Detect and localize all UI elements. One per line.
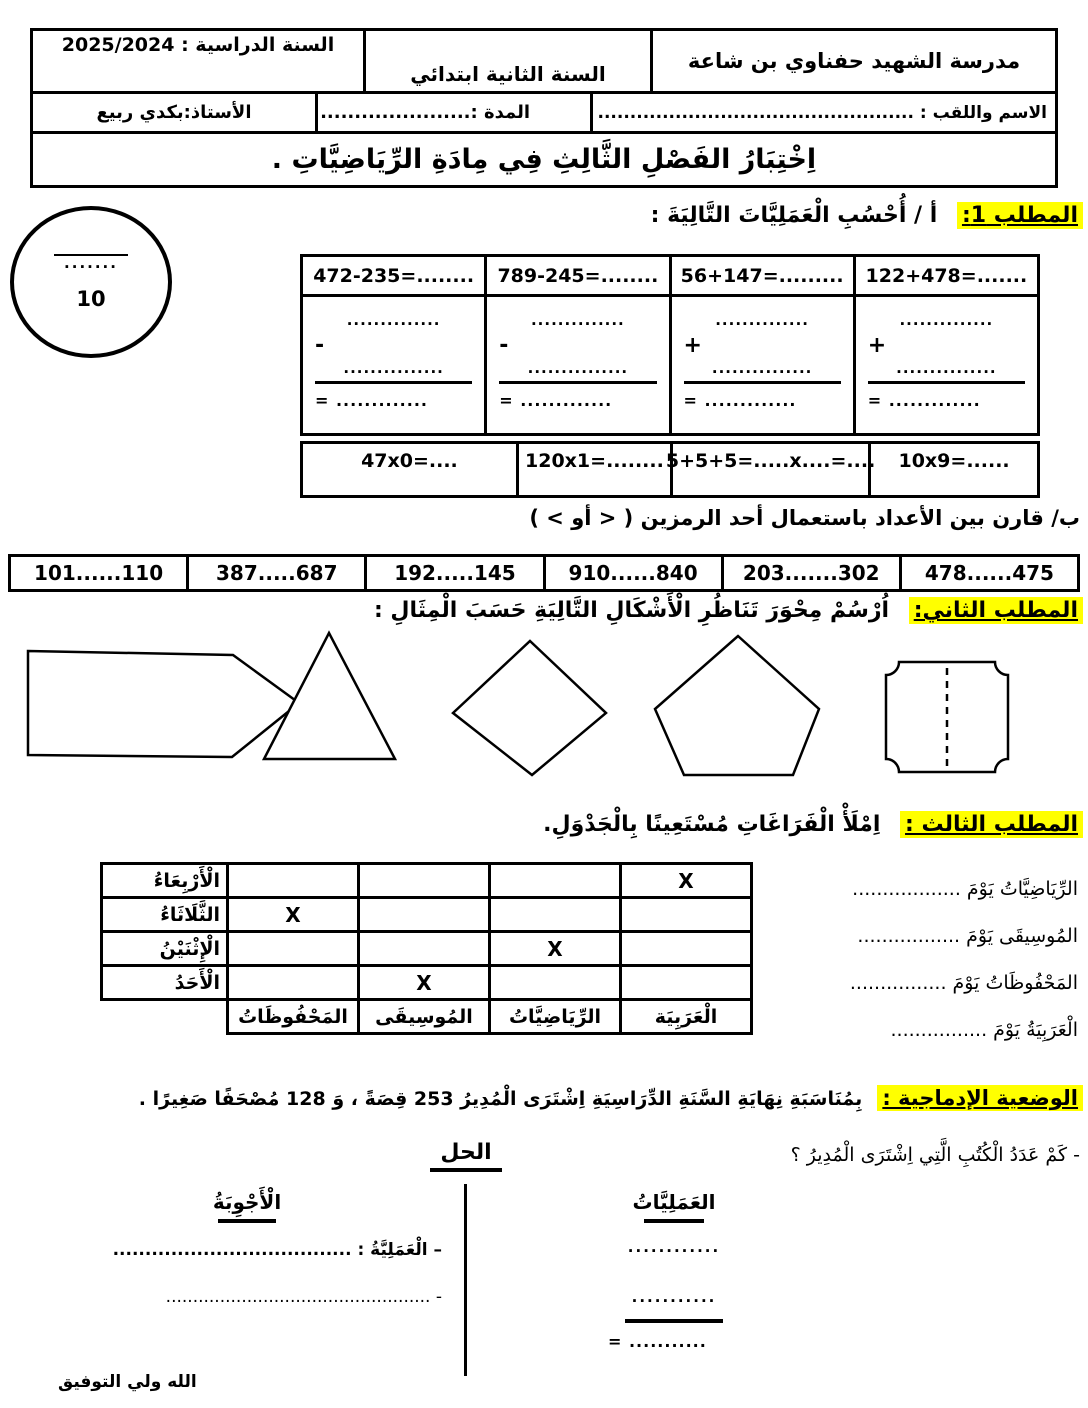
operand-blank: ............... <box>711 359 813 377</box>
day-label: الْأَحَدُ <box>102 966 228 1000</box>
duration-field: المدة :...................... <box>315 94 593 131</box>
day-label: الْإِثْنَيْنُ <box>102 932 228 966</box>
operation-work-cell <box>303 297 484 433</box>
exercise1-instruction: أ / أُحْسُبِ الْعَمَلِيَّاتَ التَّالِيَةَ : <box>650 203 938 228</box>
operand-blank: .............. <box>899 311 994 329</box>
empty-corner-cell <box>102 1000 228 1034</box>
multiplication-cell: 5+5+5=.....x....=.... <box>670 444 868 495</box>
multiplication-cell: 10x9=...... <box>868 444 1037 495</box>
multiplication-cell: 47x0=.... <box>361 450 458 472</box>
score-total: 10 <box>76 286 106 311</box>
operation-equation: 789-245=........ <box>484 257 668 294</box>
answer-line: - ................................................. <box>165 1287 442 1307</box>
result-blank: = ............. <box>867 391 981 410</box>
result-blank: = ............. <box>683 391 797 410</box>
schedule-cell <box>490 966 621 1000</box>
operator-sign: - <box>315 333 325 358</box>
fill-line: الْعَرَبِيَةُ يَوْمَ ................ <box>890 1019 1078 1041</box>
fill-line: المُوسِيقَى يَوْمَ ................. <box>857 925 1078 947</box>
exercise3-badge: المطلب الثالث : <box>900 811 1083 838</box>
answer-line: – الْعَمَلِيَّةُ : ..................................... <box>112 1240 442 1260</box>
solution-divider-line <box>464 1184 467 1376</box>
day-label: الثَّلَاثَاءُ <box>102 898 228 932</box>
operations-column-label: العَمَلِيَّاتُ <box>632 1190 716 1214</box>
fill-line: المَحْفُوظَاتُ يَوْمَ ................ <box>849 972 1078 994</box>
compare-cell: 101......110 <box>34 561 164 585</box>
score-blank-dots: ....... <box>64 253 118 272</box>
compare-table <box>8 554 1080 592</box>
multiplication-cell: 120x1=........ <box>516 444 670 495</box>
solution-title: الحل <box>430 1140 502 1172</box>
teacher-name: الأستاذ:بكدي ربيع <box>96 102 252 123</box>
schedule-cell-x-mark: X <box>621 864 752 898</box>
schedule-table <box>100 862 753 1035</box>
operand-blank: .............. <box>530 311 625 329</box>
schedule-cell <box>228 932 359 966</box>
school-name: مدرسة الشهيد حفناوي بن شاعة <box>687 49 1021 73</box>
word-problem-heading <box>139 1086 1083 1110</box>
operations-column <box>596 1190 752 1351</box>
operand-blank: ............... <box>896 359 997 377</box>
exercise3-heading <box>543 812 1083 837</box>
school-year-label: السنة الدراسية : 2025/2024 <box>61 34 335 56</box>
fill-line: الرِّيَاضِيَّاتُ يَوْمَ .................. <box>852 878 1078 900</box>
word-problem-statement: بِمُنَاسَبَةِ نِهَايَةِ السَّنَةِ الدِّرَاسِيَةِ اِشْتَرَى الْمُدِيرُ 253 قِصَةً ، وَ 128 مُصْحَفًا صَغِيرًا . <box>138 1088 863 1110</box>
subject-label: الرِّيَاضِيَّاتُ <box>490 1000 621 1034</box>
day-label: الْأَرْبِعَاءُ <box>102 864 228 898</box>
operator-sign: + <box>683 333 702 358</box>
operand-blank: ............... <box>527 359 629 377</box>
student-name-field: الاسم واللقب : ................................................. <box>597 102 1047 123</box>
table-row <box>102 966 752 1000</box>
table-row <box>102 932 752 966</box>
operation-work-cell <box>484 297 668 433</box>
exercise2-badge: المطلب الثاني: <box>909 597 1083 624</box>
compare-cell: 192.....145 <box>364 557 542 589</box>
compare-cell: 203.......302 <box>721 557 899 589</box>
schedule-cell-x-mark: X <box>228 898 359 932</box>
table-row <box>102 864 752 898</box>
answers-column-label: الْأَجْوِبَةُ <box>212 1190 282 1214</box>
compare-cell: 387.....687 <box>186 557 364 589</box>
shape-kite <box>450 638 610 778</box>
table-row <box>102 898 752 932</box>
score-circle <box>10 206 172 358</box>
shape-notched-rectangle-example <box>884 660 1010 774</box>
footer-blessing: الله ولي التوفيق <box>58 1372 197 1392</box>
operation-work-cell <box>669 297 853 433</box>
exercise2-heading <box>374 598 1083 623</box>
operation-equation: 56+147=......... <box>669 257 853 294</box>
shape-triangle <box>260 630 400 762</box>
schedule-cell <box>359 932 490 966</box>
schedule-cell <box>621 898 752 932</box>
schedule-cell <box>228 864 359 898</box>
header-table <box>30 28 1058 188</box>
subject-label: الْعَرَبِيَة <box>621 1000 752 1034</box>
operations-table <box>300 254 1040 436</box>
schedule-cell-x-mark: X <box>359 966 490 1000</box>
schedule-cell <box>621 966 752 1000</box>
multiplication-table <box>300 441 1040 498</box>
operation-blank: ............ <box>627 1238 721 1256</box>
exam-title: اِخْتِبَارُ الفَصْلِ الثَّالِثِ فِي مِادَةِ الرِّيَاضِيَّاتِ . <box>271 144 817 175</box>
operation-equation: 472-235=........ <box>313 264 475 287</box>
schedule-cell-x-mark: X <box>490 932 621 966</box>
compare-cell: 478......475 <box>899 557 1077 589</box>
sum-line <box>868 381 1025 384</box>
schedule-cell <box>621 932 752 966</box>
exercise2-instruction: اُرْسُمْ مِحْوَرَ تَنَاظُرِ الْأَشْكَالِ التَّالِيَةِ حَسَبَ الْمِثَالِ : <box>373 598 890 623</box>
sum-line <box>315 381 472 384</box>
sum-line <box>684 381 841 384</box>
compare-cell: 910......840 <box>543 557 721 589</box>
result-blank: = ........... <box>608 1332 707 1351</box>
sum-line <box>625 1319 723 1323</box>
exercise3-instruction: اِمْلَأْ الْفَرَاغَاتِ مُسْتَعِينًا بِالْجَدْوَلِ. <box>543 812 881 837</box>
subject-label: المُوسِيقَى <box>359 1000 490 1034</box>
shape-pentagon <box>652 633 822 778</box>
schedule-cell <box>490 898 621 932</box>
compare-instruction: ب/ قارن بين الأعداد باستعمال أحد الرمزين ( < أو > ) <box>529 506 1080 530</box>
operation-equation: 122+478=....... <box>853 257 1037 294</box>
word-problem-badge: الوضعية الإدماجية : <box>877 1085 1083 1111</box>
operand-blank: .............. <box>715 311 810 329</box>
operation-work-cell <box>853 297 1037 433</box>
table-row <box>102 1000 752 1034</box>
sum-line <box>499 381 656 384</box>
schedule-cell <box>490 864 621 898</box>
result-blank: = ............. <box>315 391 428 410</box>
result-blank: = ............. <box>499 391 613 410</box>
schedule-cell <box>359 864 490 898</box>
operand-blank: .............. <box>346 311 441 329</box>
subject-label: المَحْفُوظَاتُ <box>228 1000 359 1034</box>
underline-bar <box>644 1219 704 1223</box>
operation-blank: ........... <box>631 1288 717 1306</box>
schedule-cell <box>228 966 359 1000</box>
grade-label: السنة الثانية ابتدائي <box>363 31 653 91</box>
operand-blank: ............... <box>343 359 444 377</box>
exercise1-badge: المطلب 1: <box>957 202 1083 229</box>
underline-bar <box>218 1219 276 1223</box>
fill-in-lines <box>850 866 1078 1054</box>
operator-sign: - <box>499 333 509 358</box>
word-problem-question: - كَمْ عَدَدُ الْكُتُبِ الَّتِي اِشْتَرَى الْمُدِيرُ ؟ <box>790 1144 1080 1166</box>
answers-column <box>18 1190 442 1307</box>
operator-sign: + <box>867 333 887 358</box>
schedule-cell <box>359 898 490 932</box>
exercise1-heading <box>651 203 1083 228</box>
